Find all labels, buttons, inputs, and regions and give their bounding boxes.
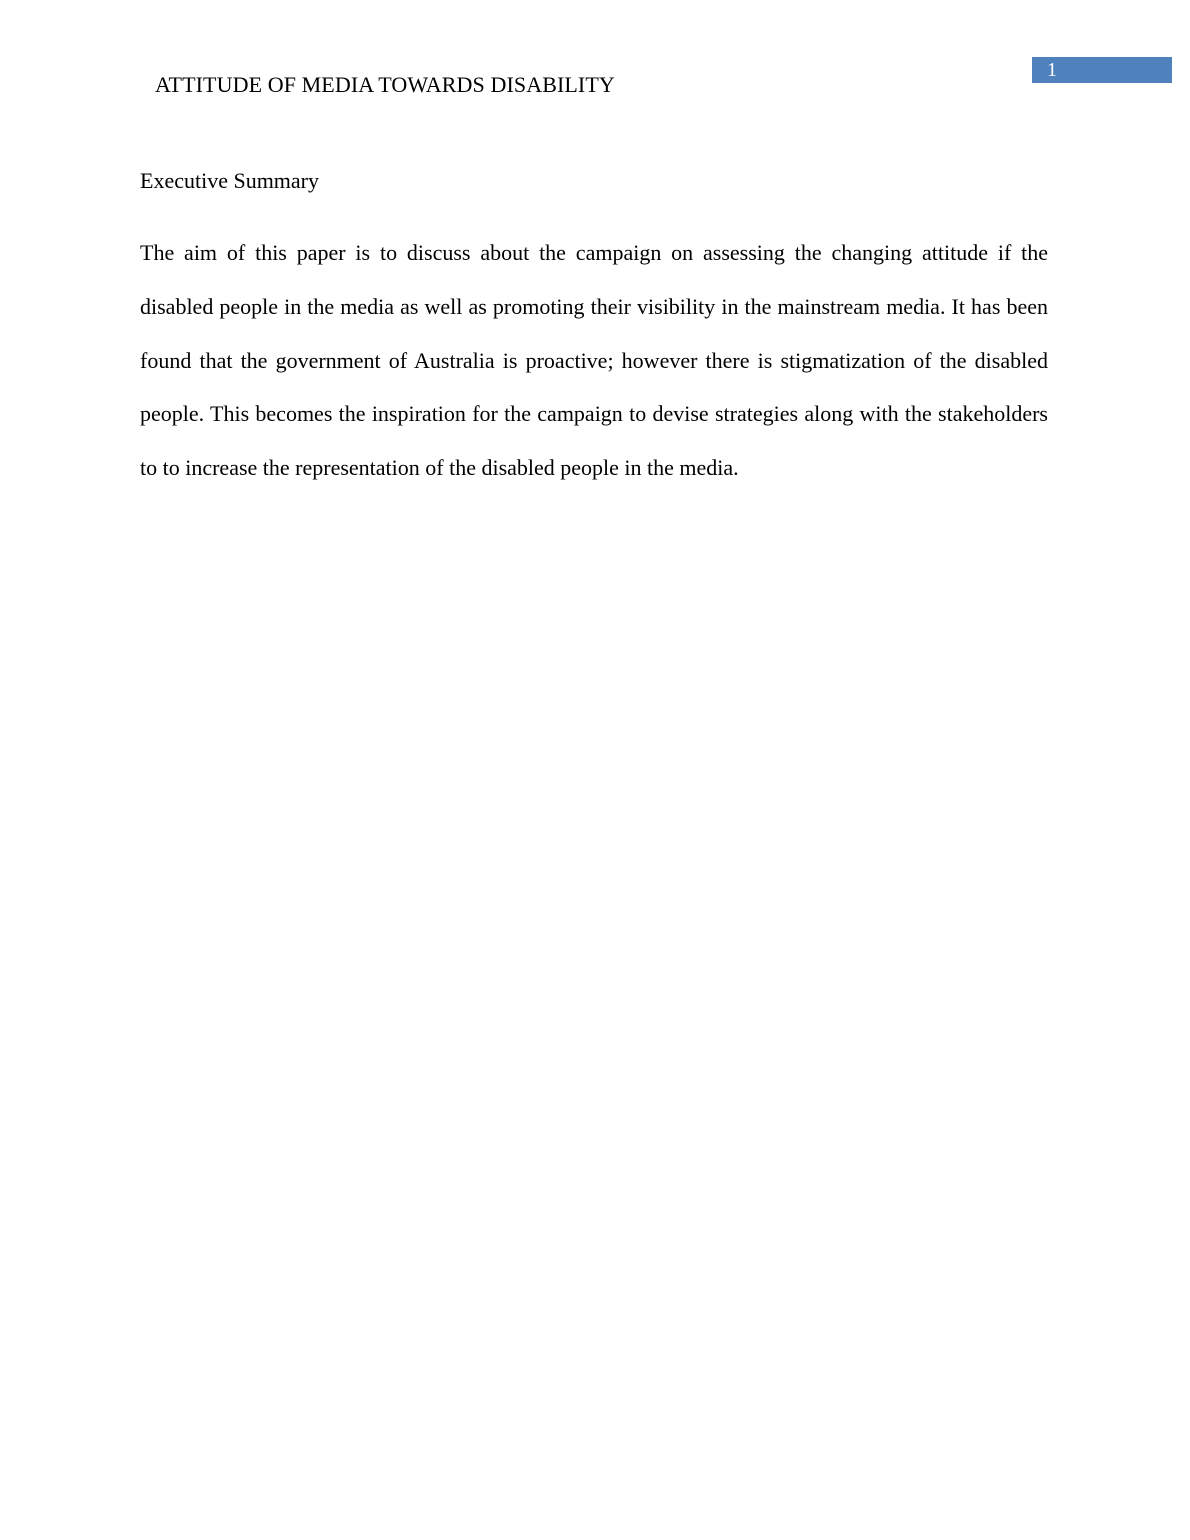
page-number-box	[1032, 57, 1172, 83]
running-head: ATTITUDE OF MEDIA TOWARDS DISABILITY	[155, 72, 615, 97]
body-paragraph: The aim of this paper is to discuss about the campaign on assessing the changing attitude if the disabled people in the media as well as promoting their visibility in the mainstream media. It has been found that the government of Australia is proactive; however there is stigmatization of the disabled people. This becomes the inspiration for the campaign to devise strategies along with the stakeholders to to increase the representation of the disabled people in the media.	[140, 240, 1048, 481]
page-number: 1	[1047, 59, 1057, 81]
section-heading: Executive Summary	[140, 168, 320, 193]
